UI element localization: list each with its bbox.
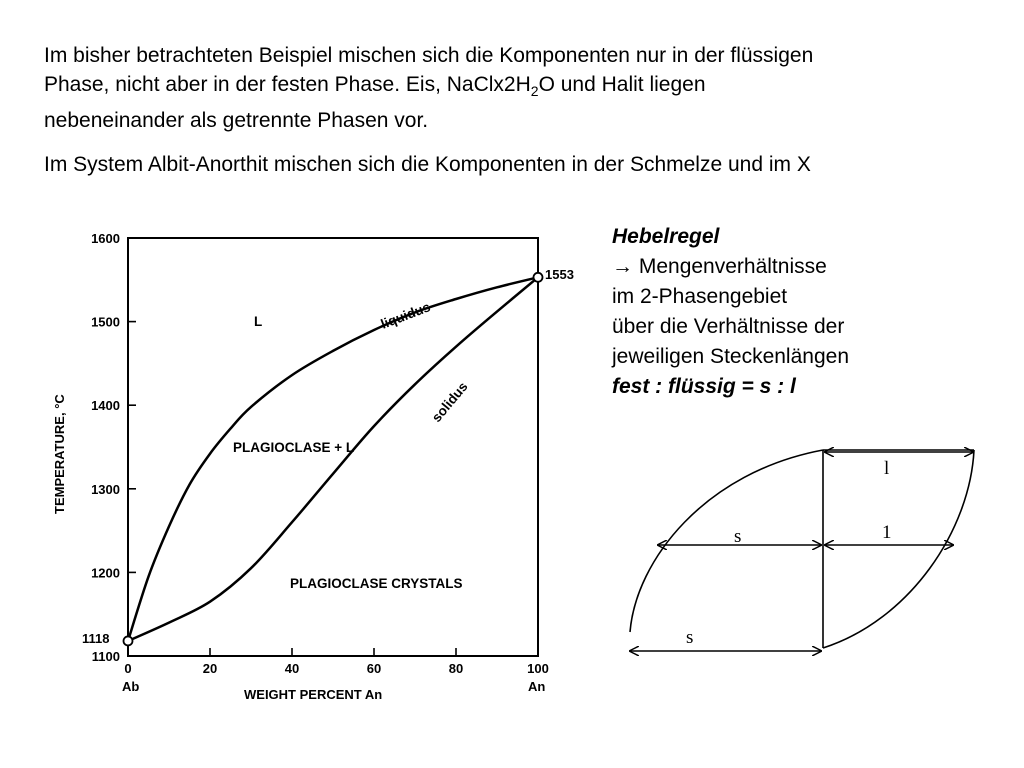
intro-line-2a: Phase, nicht aber in der festen Phase. Eis, NaClx2H <box>44 73 531 96</box>
y-tick-label: 1300 <box>91 481 120 497</box>
liquidus-label: liquidus <box>378 299 433 332</box>
label-s-mid: s <box>734 526 742 547</box>
y-tick-label: 1100 <box>91 649 120 664</box>
phase-diagram <box>40 222 580 712</box>
lens-right-curve <box>823 450 974 648</box>
melting-point-albite <box>124 636 133 645</box>
system-paragraph: Im System Albit-Anorthit mischen sich die Komponenten in der Schmelze und im X <box>44 153 811 176</box>
region-label-plagioclase-crystals: PLAGIOCLASE CRYSTALS <box>290 576 463 591</box>
intro-line-3: nebeneinander als getrennte Phasen vor. <box>44 109 429 133</box>
x-tick-label: 80 <box>448 661 464 676</box>
lens-left-curve <box>630 450 823 632</box>
lever-rule-line-1 <box>612 252 849 282</box>
lever-rule-line-1-text: Mengenverhältnisse <box>638 255 827 278</box>
melting-point-label-right: 1553 <box>545 267 574 282</box>
x-tick-label: 20 <box>202 661 218 676</box>
lever-rule-line-4: jeweiligen Steckenlängen <box>612 345 849 368</box>
lever-rule-title: Hebelregel <box>612 225 720 248</box>
intro-line-1: Im bisher betrachteten Beispiel mischen sich die Komponenten nur in der flüssigen <box>44 44 814 67</box>
arrow-icon: → <box>612 255 633 278</box>
region-label-liquid: L <box>254 314 263 329</box>
lever-rule-sketch <box>610 430 990 660</box>
intro-subscript: 2 <box>530 83 539 100</box>
x-tick-label: 40 <box>284 661 300 676</box>
intro-line-2b: O und Halit liegen <box>538 73 706 96</box>
x-tick-label: 60 <box>366 661 382 676</box>
lever-rule-formula: fest : flüssig = s : l <box>612 375 796 398</box>
y-tick-label: 1600 <box>91 231 120 246</box>
label-l-top: l <box>884 458 890 479</box>
melting-point-label-left: 1118 <box>82 631 110 646</box>
y-axis-label: TEMPERATURE, °C <box>52 394 67 514</box>
x-tick-label: 100 <box>527 661 549 676</box>
label-s-bottom: s <box>686 627 694 648</box>
x-tick-label: 0 <box>124 661 132 676</box>
x-end-label-an: An <box>528 679 546 694</box>
y-tick-label: 1500 <box>91 314 120 330</box>
lever-rule-box <box>612 222 849 402</box>
lever-rule-line-3: über die Verhältnisse der <box>612 315 845 338</box>
x-end-label-ab: Ab <box>122 679 140 694</box>
label-l-mid: 1 <box>882 522 892 543</box>
lever-rule-line-2: im 2-Phasengebiet <box>612 285 788 308</box>
region-label-plagioclase-liquid: PLAGIOCLASE + L <box>233 440 355 455</box>
x-axis-label: WEIGHT PERCENT An <box>244 687 383 702</box>
y-tick-label: 1200 <box>91 565 120 581</box>
solidus-label: solidus <box>428 379 471 425</box>
intro-paragraph <box>44 41 994 135</box>
y-tick-label: 1400 <box>91 398 120 414</box>
melting-point-anorthite <box>534 273 543 282</box>
